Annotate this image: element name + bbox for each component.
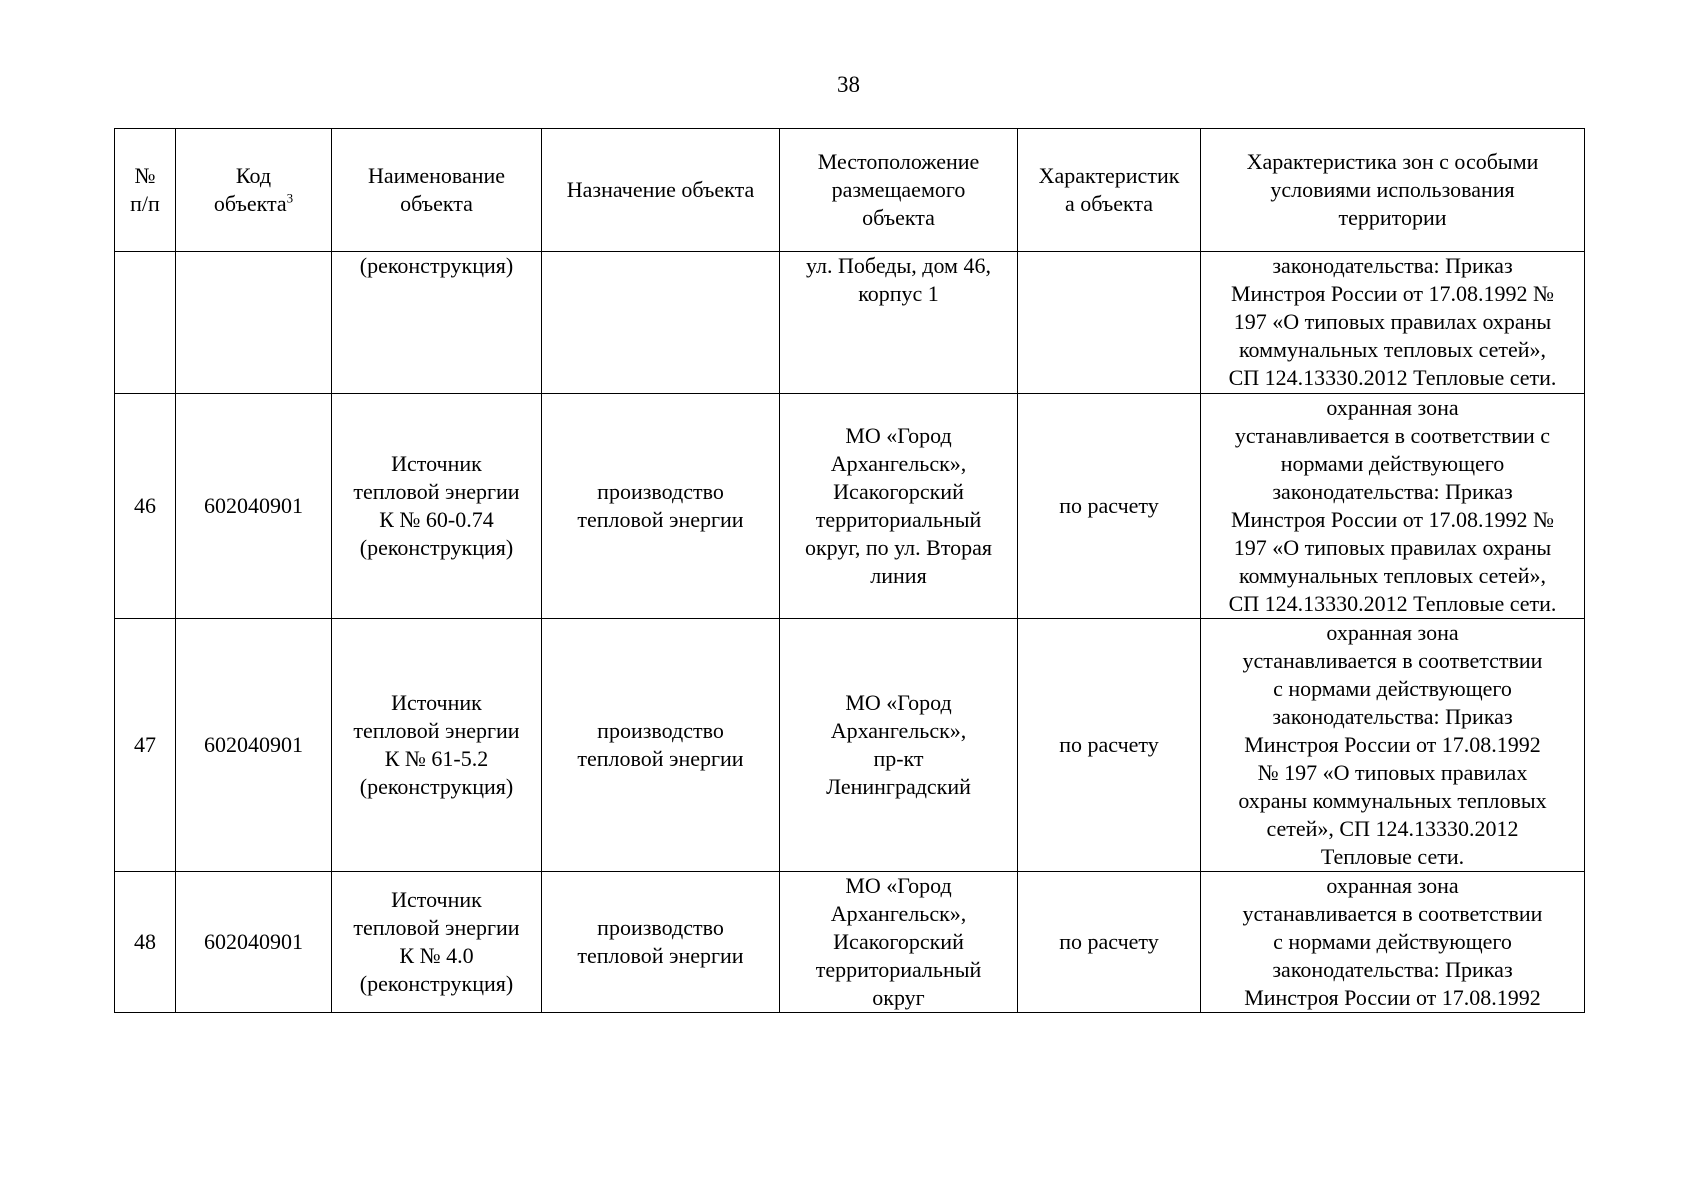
header-num: № п/п [115, 129, 176, 252]
cell-code: 602040901 [176, 872, 332, 1013]
cell-purpose [542, 252, 780, 394]
cell-name: Источник тепловой энергии К № 61-5.2 (реконструкция) [332, 619, 542, 872]
table-row [115, 872, 1585, 1013]
cell-location: МО «Город Архангельск», Исакогорский территориальный округ, по ул. Вторая линия [780, 394, 1018, 619]
objects-table [114, 128, 1585, 1013]
table-header-row [115, 129, 1585, 252]
cell-name: Источник тепловой энергии К № 4.0 (реконструкция) [332, 872, 542, 1013]
cell-purpose: производство тепловой энергии [542, 619, 780, 872]
cell-code: 602040901 [176, 394, 332, 619]
footnote-ref: 3 [286, 190, 294, 206]
cell-location: МО «Город Архангельск», пр-кт Ленинградский [780, 619, 1018, 872]
cell-zone: охранная зона устанавливается в соответствии с нормами действующего законодательства: Приказ Минстроя России от 17.08.1992 № 197 «О типовых правилах охраны коммунальных тепловых сетей», СП 124.13330.2012 Тепловые сети. [1201, 619, 1585, 872]
cell-characteristic: по расчету [1018, 619, 1201, 872]
cell-code: 602040901 [176, 619, 332, 872]
header-name: Наименование объекта [332, 129, 542, 252]
cell-characteristic: по расчету [1018, 872, 1201, 1013]
header-purpose: Назначение объекта [542, 129, 780, 252]
cell-purpose: производство тепловой энергии [542, 394, 780, 619]
cell-purpose: производство тепловой энергии [542, 872, 780, 1013]
cell-zone: охранная зона устанавливается в соответствии с нормами действующего законодательства: Приказ Минстроя России от 17.08.1992 № 197 «О типовых правилах охраны коммунальных тепловых сетей», СП 124.13330.2012 Тепловые сети. [1201, 394, 1585, 619]
cell-zone: охранная зона устанавливается в соответствии с нормами действующего законодательства: Приказ Минстроя России от 17.08.1992 [1201, 872, 1585, 1013]
table-row [115, 252, 1585, 394]
cell-characteristic [1018, 252, 1201, 394]
header-characteristic: Характеристик а объекта [1018, 129, 1201, 252]
header-code-text: Код объекта [213, 163, 287, 216]
cell-num [115, 252, 176, 394]
table-row [115, 619, 1585, 872]
page-number: 38 [837, 72, 860, 97]
table-row [115, 394, 1585, 619]
cell-code [176, 252, 332, 394]
cell-location: ул. Победы, дом 46, корпус 1 [780, 252, 1018, 394]
cell-location: МО «Город Архангельск», Исакогорский территориальный округ [780, 872, 1018, 1013]
cell-name: Источник тепловой энергии К № 60-0.74 (реконструкция) [332, 394, 542, 619]
header-location: Местоположение размещаемого объекта [780, 129, 1018, 252]
cell-characteristic: по расчету [1018, 394, 1201, 619]
cell-num: 48 [115, 872, 176, 1013]
header-code [176, 129, 332, 252]
cell-num: 46 [115, 394, 176, 619]
cell-name: (реконструкция) [332, 252, 542, 394]
cell-num: 47 [115, 619, 176, 872]
header-zone: Характеристика зон с особыми условиями использования территории [1201, 129, 1585, 252]
cell-zone: законодательства: Приказ Минстроя России от 17.08.1992 № 197 «О типовых правилах охраны коммунальных тепловых сетей», СП 124.13330.2012 Тепловые сети. [1201, 252, 1585, 394]
